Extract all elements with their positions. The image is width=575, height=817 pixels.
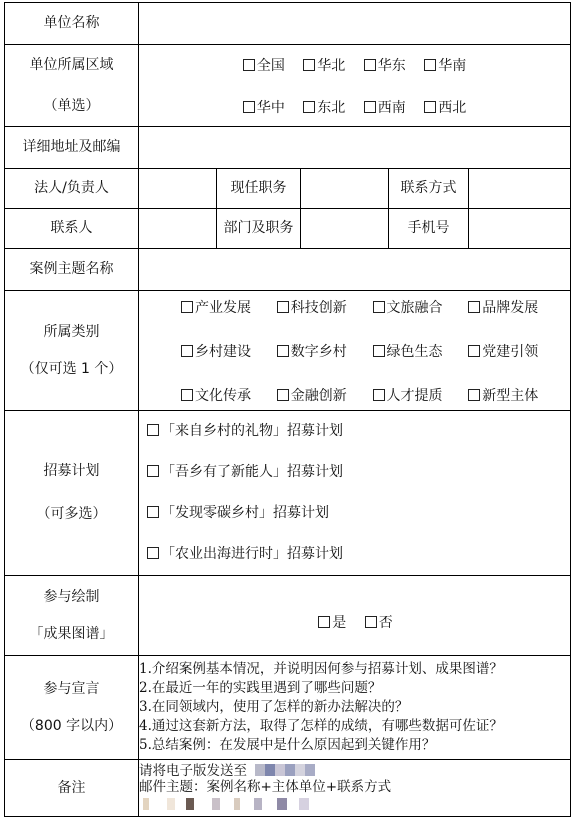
region-option[interactable]: 华中 — [236, 97, 292, 117]
case-name-field[interactable] — [139, 249, 571, 291]
contact-person-label: 联系人 — [5, 209, 139, 249]
checkbox-icon[interactable] — [243, 101, 255, 113]
contact-person-field[interactable] — [139, 209, 217, 249]
region-options-cell — [139, 45, 571, 127]
mobile-field[interactable] — [469, 209, 571, 249]
map-yes-option[interactable]: 是 — [310, 612, 354, 632]
checkbox-icon[interactable] — [147, 424, 159, 436]
checkbox-icon[interactable] — [365, 616, 377, 628]
region-option[interactable]: 华东 — [357, 55, 413, 75]
checkbox-icon[interactable] — [424, 59, 436, 71]
declaration-item: 3.在同领域内，使用了怎样的新办法解决的？ — [139, 699, 409, 715]
plan-options-cell — [139, 411, 571, 576]
map-label: 参与绘制 — [43, 588, 100, 605]
category-label-cell — [5, 291, 139, 411]
checkbox-icon[interactable] — [364, 59, 376, 71]
redacted-line — [139, 795, 570, 813]
position-label: 现任职务 — [217, 169, 301, 209]
checkbox-icon[interactable] — [373, 389, 385, 401]
checkbox-icon[interactable] — [468, 345, 480, 357]
row-declaration — [5, 656, 571, 760]
category-option[interactable]: 人才提质 — [373, 385, 469, 405]
category-option[interactable]: 品牌发展 — [468, 297, 564, 317]
application-form-table — [4, 2, 571, 817]
declaration-item: 4.通过这套新方法，取得了怎样的成绩，有哪些数据可佐证？ — [139, 718, 503, 734]
row-unit-name — [5, 3, 571, 45]
department-field[interactable] — [301, 209, 389, 249]
address-label: 详细地址及邮编 — [5, 127, 139, 169]
region-options-row2 — [139, 97, 570, 117]
legal-field[interactable] — [139, 169, 217, 209]
contact-method-label: 联系方式 — [389, 169, 469, 209]
row-legal — [5, 169, 571, 209]
region-option[interactable]: 全国 — [236, 55, 292, 75]
checkbox-icon[interactable] — [364, 101, 376, 113]
region-option[interactable]: 西北 — [417, 97, 473, 117]
region-option[interactable]: 华南 — [417, 55, 473, 75]
category-sublabel: （仅可选 1 个） — [20, 360, 123, 377]
checkbox-icon[interactable] — [181, 301, 193, 313]
checkbox-icon[interactable] — [468, 389, 480, 401]
plan-label: 招募计划 — [43, 463, 100, 480]
category-option[interactable]: 科技创新 — [277, 297, 373, 317]
plan-label-cell — [5, 411, 139, 576]
checkbox-icon[interactable] — [243, 59, 255, 71]
checkbox-icon[interactable] — [277, 345, 289, 357]
declaration-item: 2.在最近一年的实践里遇到了哪些问题？ — [139, 680, 382, 696]
declaration-item: 5.总结案例：在发展中是什么原因起到关键作用？ — [139, 737, 436, 753]
plan-option[interactable]: 「农业出海进行时」招募计划 — [147, 534, 570, 575]
region-label: 单位所属区域 — [29, 56, 114, 73]
checkbox-icon[interactable] — [424, 101, 436, 113]
remark-content — [139, 760, 571, 817]
row-region — [5, 45, 571, 127]
checkbox-icon[interactable] — [277, 301, 289, 313]
row-case-name — [5, 249, 571, 291]
map-options — [139, 600, 570, 632]
remark-line: 请将电子版发送至 — [139, 763, 570, 779]
row-plan — [5, 411, 571, 576]
declaration-item: 1.介绍案例基本情况，并说明因何参与招募计划、成果图谱？ — [139, 661, 503, 677]
map-options-cell — [139, 576, 571, 656]
category-option[interactable]: 党建引领 — [468, 341, 564, 361]
category-option[interactable]: 绿色生态 — [373, 341, 469, 361]
plan-option[interactable]: 「发现零碳乡村」招募计划 — [147, 493, 570, 534]
plan-sublabel: （可多选） — [36, 506, 107, 522]
checkbox-icon[interactable] — [181, 389, 193, 401]
checkbox-icon[interactable] — [181, 345, 193, 357]
category-option[interactable]: 新型主体 — [468, 385, 564, 405]
checkbox-icon[interactable] — [303, 101, 315, 113]
case-name-label: 案例主题名称 — [5, 249, 139, 291]
map-no-option[interactable]: 否 — [359, 612, 399, 632]
map-label-cell — [5, 576, 139, 656]
category-label: 所属类别 — [43, 323, 100, 340]
row-category — [5, 291, 571, 411]
checkbox-icon[interactable] — [318, 616, 330, 628]
category-options — [139, 297, 570, 405]
category-option[interactable]: 乡村建设 — [181, 341, 277, 361]
checkbox-icon[interactable] — [147, 465, 159, 477]
region-label-cell — [5, 45, 139, 127]
category-option[interactable]: 金融创新 — [277, 385, 373, 405]
unit-name-field[interactable] — [139, 3, 571, 45]
category-option[interactable]: 文旅融合 — [373, 297, 469, 317]
declaration-sublabel: （800 字以内） — [20, 717, 123, 734]
declaration-label: 参与宣言 — [43, 680, 100, 697]
checkbox-icon[interactable] — [147, 506, 159, 518]
region-sublabel: （单选） — [43, 97, 100, 114]
plan-option[interactable]: 「吾乡有了新能人」招募计划 — [147, 452, 570, 493]
declaration-guidance[interactable] — [139, 656, 571, 760]
category-options-cell — [139, 291, 571, 411]
checkbox-icon[interactable] — [303, 59, 315, 71]
category-option[interactable]: 产业发展 — [181, 297, 277, 317]
region-option[interactable]: 华北 — [296, 55, 352, 75]
row-contact — [5, 209, 571, 249]
category-option[interactable]: 数字乡村 — [277, 341, 373, 361]
contact-method-field[interactable] — [469, 169, 571, 209]
region-option[interactable]: 西南 — [357, 97, 413, 117]
checkbox-icon[interactable] — [147, 547, 159, 559]
department-label: 部门及职务 — [217, 209, 301, 249]
checkbox-icon[interactable] — [277, 389, 289, 401]
region-option[interactable]: 东北 — [296, 97, 352, 117]
address-field[interactable] — [139, 127, 571, 169]
region-options-row1 — [139, 55, 570, 75]
category-option[interactable]: 文化传承 — [181, 385, 277, 405]
checkbox-icon[interactable] — [468, 301, 480, 313]
remark-line: 邮件主题：案例名称+主体单位+联系方式 — [139, 779, 392, 795]
declaration-label-cell — [5, 656, 139, 760]
row-remark — [5, 760, 571, 817]
checkbox-icon[interactable] — [373, 301, 385, 313]
plan-option[interactable]: 「来自乡村的礼物」招募计划 — [147, 411, 570, 452]
checkbox-icon[interactable] — [373, 345, 385, 357]
row-map — [5, 576, 571, 656]
remark-label: 备注 — [5, 760, 139, 817]
legal-label: 法人/负责人 — [5, 169, 139, 209]
redacted-email — [255, 763, 315, 779]
mobile-label: 手机号 — [389, 209, 469, 249]
map-sublabel: 「成果图谱」 — [29, 625, 114, 642]
unit-name-label: 单位名称 — [5, 3, 139, 45]
position-field[interactable] — [301, 169, 389, 209]
plan-options — [139, 411, 570, 575]
row-address — [5, 127, 571, 169]
